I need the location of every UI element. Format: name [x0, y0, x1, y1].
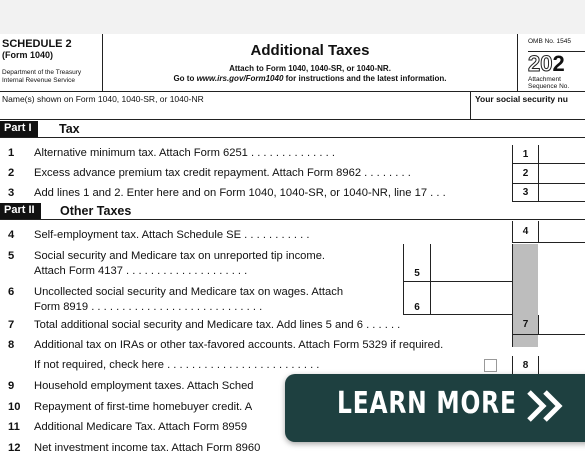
- line-text: Net investment income tax. Attach Form 8960: [34, 442, 261, 454]
- line-text: Social security and Medicare tax on unreported tip income.: [34, 250, 326, 262]
- form-header: [0, 34, 585, 92]
- amount-field[interactable]: [538, 221, 585, 243]
- part-2-header: [0, 203, 585, 220]
- dot-leader: . . . . . . . . . . . . . . . . . . . .: [122, 265, 248, 277]
- sequence-label: Sequence No.: [528, 83, 570, 90]
- box-label: 1: [512, 145, 538, 164]
- year-solid: 2: [552, 51, 565, 76]
- form-reference: (Form 1040): [2, 50, 54, 60]
- line-number: 6: [8, 286, 15, 298]
- goto-prefix: Go to: [173, 74, 197, 83]
- name-row: [0, 92, 585, 120]
- part-2-tag: Part II: [0, 203, 41, 219]
- line-text: Additional Medicare Tax. Attach Form 8959: [34, 421, 248, 433]
- dot-leader: . . . . . . . . . . . . . . . . . . . . . . . . .: [163, 359, 320, 371]
- dot-leader: . . .: [427, 187, 446, 199]
- amount-field[interactable]: [538, 145, 585, 164]
- line-text: If not required, check here . . . . . . . . . . . . . . . . . . . . . . . . .: [34, 359, 320, 371]
- year-outline: 20: [528, 51, 553, 76]
- box-label: 4: [512, 221, 538, 243]
- line-number: 8: [8, 339, 15, 351]
- omb-number: OMB No. 1545: [528, 38, 571, 45]
- part-2-title: Other Taxes: [60, 204, 132, 218]
- box-label: 6: [403, 282, 430, 315]
- amount-field[interactable]: [538, 164, 585, 184]
- amount-field[interactable]: [430, 282, 512, 315]
- dot-leader: . . . . . . . . . . . . . .: [247, 147, 335, 159]
- box-label: 5: [403, 244, 430, 282]
- line-number: 2: [8, 167, 15, 179]
- dept-line-1: Department of the Treasury: [2, 69, 82, 76]
- line-number: 5: [8, 250, 15, 262]
- line-text: Attach Form 4137 . . . . . . . . . . . . . . . . . . . .: [34, 265, 248, 277]
- amount-field[interactable]: [538, 356, 585, 376]
- part-1-title: Tax: [59, 122, 80, 136]
- part-1-tag: Part I: [0, 121, 38, 137]
- dot-leader: . . . . . .: [362, 319, 401, 331]
- ssn-field[interactable]: Your social security nu: [470, 92, 585, 120]
- title-block: [104, 34, 516, 92]
- dot-leader: . . . . . . . .: [361, 167, 411, 179]
- line-number: 12: [8, 442, 21, 454]
- line-number: 4: [8, 229, 15, 241]
- line-number: 1: [8, 147, 15, 159]
- dept-line-2: Internal Revenue Service: [2, 77, 75, 84]
- irs-url-link[interactable]: www.irs.gov/Form1040: [196, 74, 284, 83]
- learn-more-button[interactable]: [285, 374, 585, 442]
- dot-leader: . . . . . . . . . . .: [241, 229, 310, 241]
- line-text: Alternative minimum tax. Attach Form 6251 . . . . . . . . . . . . . .: [34, 147, 335, 159]
- line-text: Excess advance premium tax credit repayment. Attach Form 8962 . . . . . . . .: [34, 167, 411, 179]
- line-text: Form 8919 . . . . . . . . . . . . . . . . . . . . . . . . . . . .: [34, 301, 263, 313]
- box-label: 2: [512, 164, 538, 184]
- line-text: Uncollected social security and Medicare tax on wages. Attach: [34, 286, 344, 298]
- goto-suffix: for instructions and the latest information.: [283, 74, 447, 83]
- line-number: 9: [8, 380, 15, 392]
- box-label: 3: [512, 184, 538, 202]
- schedule-title: SCHEDULE 2: [2, 38, 72, 50]
- dot-leader: . . . . . . . . . . . . . . . . . . . . . . . . . . . .: [88, 301, 263, 313]
- department-block: [2, 69, 102, 85]
- line-number: 3: [8, 187, 15, 199]
- line-text: Household employment taxes. Attach Sched: [34, 380, 254, 392]
- attach-instruction: Attach to Form 1040, 1040-SR, or 1040-NR.: [229, 64, 391, 73]
- part-1-header: [0, 121, 585, 138]
- box-label: 7: [512, 315, 538, 335]
- line-number: 10: [8, 401, 21, 413]
- goto-instruction: [104, 74, 516, 84]
- name-field[interactable]: Name(s) shown on Form 1040, 1040-SR, or 1040-NR: [2, 94, 204, 104]
- line-8-checkbox[interactable]: [484, 359, 497, 372]
- box-label: 8: [512, 356, 538, 376]
- amount-field[interactable]: [538, 315, 585, 335]
- line-text: Self-employment tax. Attach Schedule SE . . . . . . . . . . .: [34, 229, 310, 241]
- line-number: 11: [8, 421, 20, 433]
- line-text: Repayment of first-time homebuyer credit. A: [34, 401, 253, 413]
- omb-block: [517, 34, 585, 92]
- line-text: Add lines 1 and 2. Enter here and on Form 1040, 1040-SR, or 1040-NR, line 17 . . .: [34, 187, 446, 199]
- line-number: 7: [8, 319, 15, 331]
- tax-year: [528, 51, 585, 76]
- line-text: Additional tax on IRAs or other tax-favored accounts. Attach Form 5329 if required.: [34, 339, 444, 351]
- schedule-id-block: [0, 34, 103, 92]
- form-title: Additional Taxes: [250, 42, 370, 59]
- attachment-label: Attachment: [528, 76, 561, 83]
- learn-more-label: LEARN MORE: [337, 386, 517, 421]
- amount-field[interactable]: [430, 244, 512, 282]
- line-text: Total additional social security and Medicare tax. Add lines 5 and 6 . . . . . .: [34, 319, 401, 331]
- double-chevron-right-icon: [525, 386, 565, 426]
- amount-field[interactable]: [538, 184, 585, 202]
